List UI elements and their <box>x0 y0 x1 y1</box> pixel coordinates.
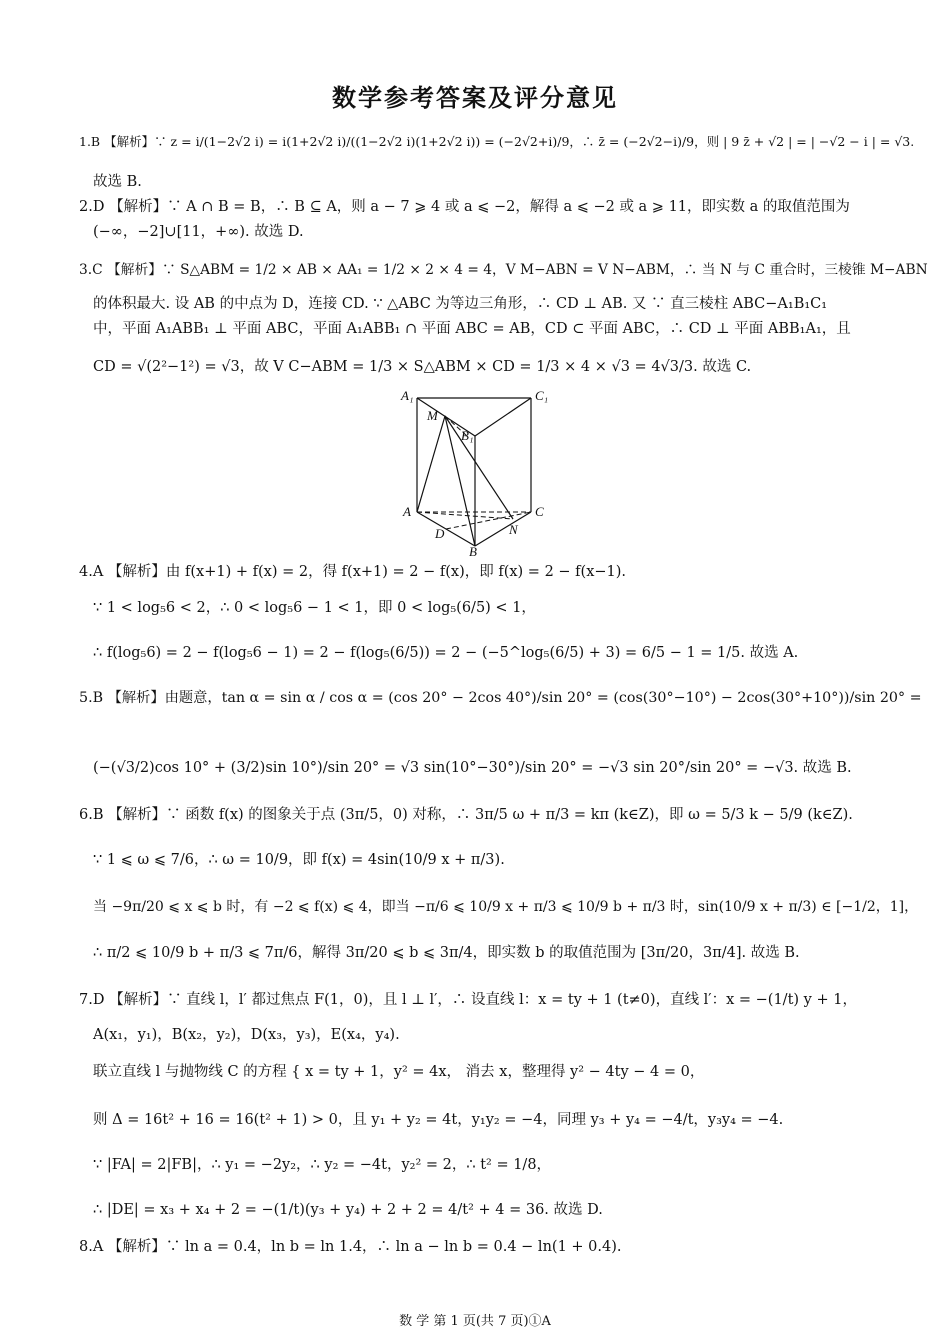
label-c: C <box>535 504 544 519</box>
line-q3-d: CD = √(2²−1²) = √3，故 V C−ABM = 1/3 × S△ABM × CD = 1/3 × 4 × √3 = 4√3/3. 故选 C. <box>93 359 752 375</box>
line-q7-a: 7.D 【解析】∵ 直线 l，l′ 都过焦点 F(1，0)，且 l ⊥ l′，∴ 设直线 l：x = ty + 1 (t≠0)，直线 l′：x = −(1/t) y + 1， <box>79 992 857 1008</box>
line-q4-a: 4.A 【解析】由 f(x+1) + f(x) = 2，得 f(x+1) = 2 − f(x)，即 f(x) = 2 − f(x−1). <box>79 564 627 580</box>
line-q1-b: 故选 B. <box>93 174 142 190</box>
line-q3-b: 的体积最大. 设 AB 的中点为 D，连接 CD. ∵ △ABC 为等边三角形，∴ CD ⊥ AB. 又 ∵ 直三棱柱 ABC−A₁B₁C₁ <box>93 296 828 312</box>
line-q5-b: (−(√3/2)cos 10° + (3/2)sin 10°)/sin 20° = √3 sin(10°−30°)/sin 20° = −√3 sin 20°/sin 20° = −√3. 故选 B. <box>93 760 852 776</box>
label-n: N <box>509 522 518 537</box>
label-m: M <box>427 408 438 423</box>
label-a1: A₁ <box>401 388 414 403</box>
line-q8-a: 8.A 【解析】∵ ln a = 0.4，ln b = ln 1.4，∴ ln a − ln b = 0.4 − ln(1 + 0.4). <box>79 1239 622 1255</box>
line-q7-d: 则 Δ = 16t² + 16 = 16(t² + 1) > 0，且 y₁ + y₂ = 4t，y₁y₂ = −4，同理 y₃ + y₄ = −4/t，y₃y₄ = −4. <box>93 1112 784 1128</box>
label-b1: B₁ <box>461 428 474 443</box>
line-q5-a: 5.B 【解析】由题意，tan α = sin α / cos α = (cos 20° − 2cos 40°)/sin 20° = (cos(30°−10°) − 2cos(30°+10°))/sin 20° = <box>79 690 922 706</box>
page-title: 数学参考答案及评分意见 <box>332 84 618 112</box>
label-b: B <box>469 544 477 558</box>
line-q7-b: A(x₁，y₁)，B(x₂，y₂)，D(x₃，y₃)，E(x₄，y₄). <box>93 1027 400 1043</box>
prism-figure <box>395 388 565 558</box>
line-q6-d: ∴ π/2 ⩽ 10/9 b + π/3 ⩽ 7π/6，解得 3π/20 ⩽ b ⩽ 3π/4，即实数 b 的取值范围为 [3π/20，3π/4]. 故选 B. <box>93 945 800 961</box>
line-q2-a: 2.D 【解析】∵ A ∩ B = B，∴ B ⊆ A，则 a − 7 ⩾ 4 或 a ⩽ −2，解得 a ⩽ −2 或 a ⩾ 11，即实数 a 的取值范围为 <box>79 199 850 215</box>
label-a: A <box>403 504 411 519</box>
line-q7-e: ∵ |FA| = 2|FB|，∴ y₁ = −2y₂，∴ y₂ = −4t，y₂² = 2，∴ t² = 1/8， <box>93 1157 552 1173</box>
line-q2-b: (−∞，−2]∪[11，+∞). 故选 D. <box>93 224 304 240</box>
line-q6-b: ∵ 1 ⩽ ω ⩽ 7/6，∴ ω = 10/9，即 f(x) = 4sin(10/9 x + π/3). <box>93 852 505 868</box>
line-q6-c: 当 −9π/20 ⩽ x ⩽ b 时，有 −2 ⩽ f(x) ⩽ 4，即当 −π/6 ⩽ 10/9 x + π/3 ⩽ 10/9 b + π/3 时，sin(10/9 x + π/3) ∈ [−1/2，1]， <box>93 899 919 915</box>
label-d: D <box>435 526 445 541</box>
page-footer: 数 学 第 1 页(共 7 页)①A <box>399 1314 551 1329</box>
line-q4-b: ∵ 1 < log₅6 < 2，∴ 0 < log₅6 − 1 < 1，即 0 < log₅(6/5) < 1， <box>93 600 536 616</box>
line-q4-c: ∴ f(log₅6) = 2 − f(log₅6 − 1) = 2 − f(log₅(6/5)) = 2 − (−5^log₅(6/5) + 3) = 6/5 − 1 = 1/5. 故选 A. <box>93 645 799 661</box>
line-q3-a: 3.C 【解析】∵ S△ABM = 1/2 × AB × AA₁ = 1/2 × 2 × 4 = 4，V M−ABN = V N−ABM，∴ 当 N 与 C 重合时，三棱锥 M−ABN <box>79 262 928 278</box>
line-q7-f: ∴ |DE| = x₃ + x₄ + 2 = −(1/t)(y₃ + y₄) + 2 + 2 = 4/t² + 4 = 36. 故选 D. <box>93 1202 603 1218</box>
line-q6-a: 6.B 【解析】∵ 函数 f(x) 的图象关于点 (3π/5，0) 对称，∴ 3π/5 ω + π/3 = kπ (k∈Z)，即 ω = 5/3 k − 5/9 (k∈Z). <box>79 807 853 823</box>
line-q7-c: 联立直线 l 与抛物线 C 的方程 { x = ty + 1，y² = 4x， 消去 x，整理得 y² − 4ty − 4 = 0， <box>93 1064 705 1080</box>
line-q3-c: 中，平面 A₁ABB₁ ⊥ 平面 ABC，平面 A₁ABB₁ ∩ 平面 ABC = AB，CD ⊂ 平面 ABC，∴ CD ⊥ 平面 ABB₁A₁，且 <box>93 321 851 337</box>
line-q1-a: 1.B 【解析】∵ z = i/(1−2√2 i) = i(1+2√2 i)/((1−2√2 i)(1+2√2 i)) = (−2√2+i)/9，∴ z̄ = (−2√2−i)/9，则 | 9 z̄ + √2 | = | −√2 − i | = √3. <box>79 134 915 149</box>
label-c1: C₁ <box>535 388 549 403</box>
